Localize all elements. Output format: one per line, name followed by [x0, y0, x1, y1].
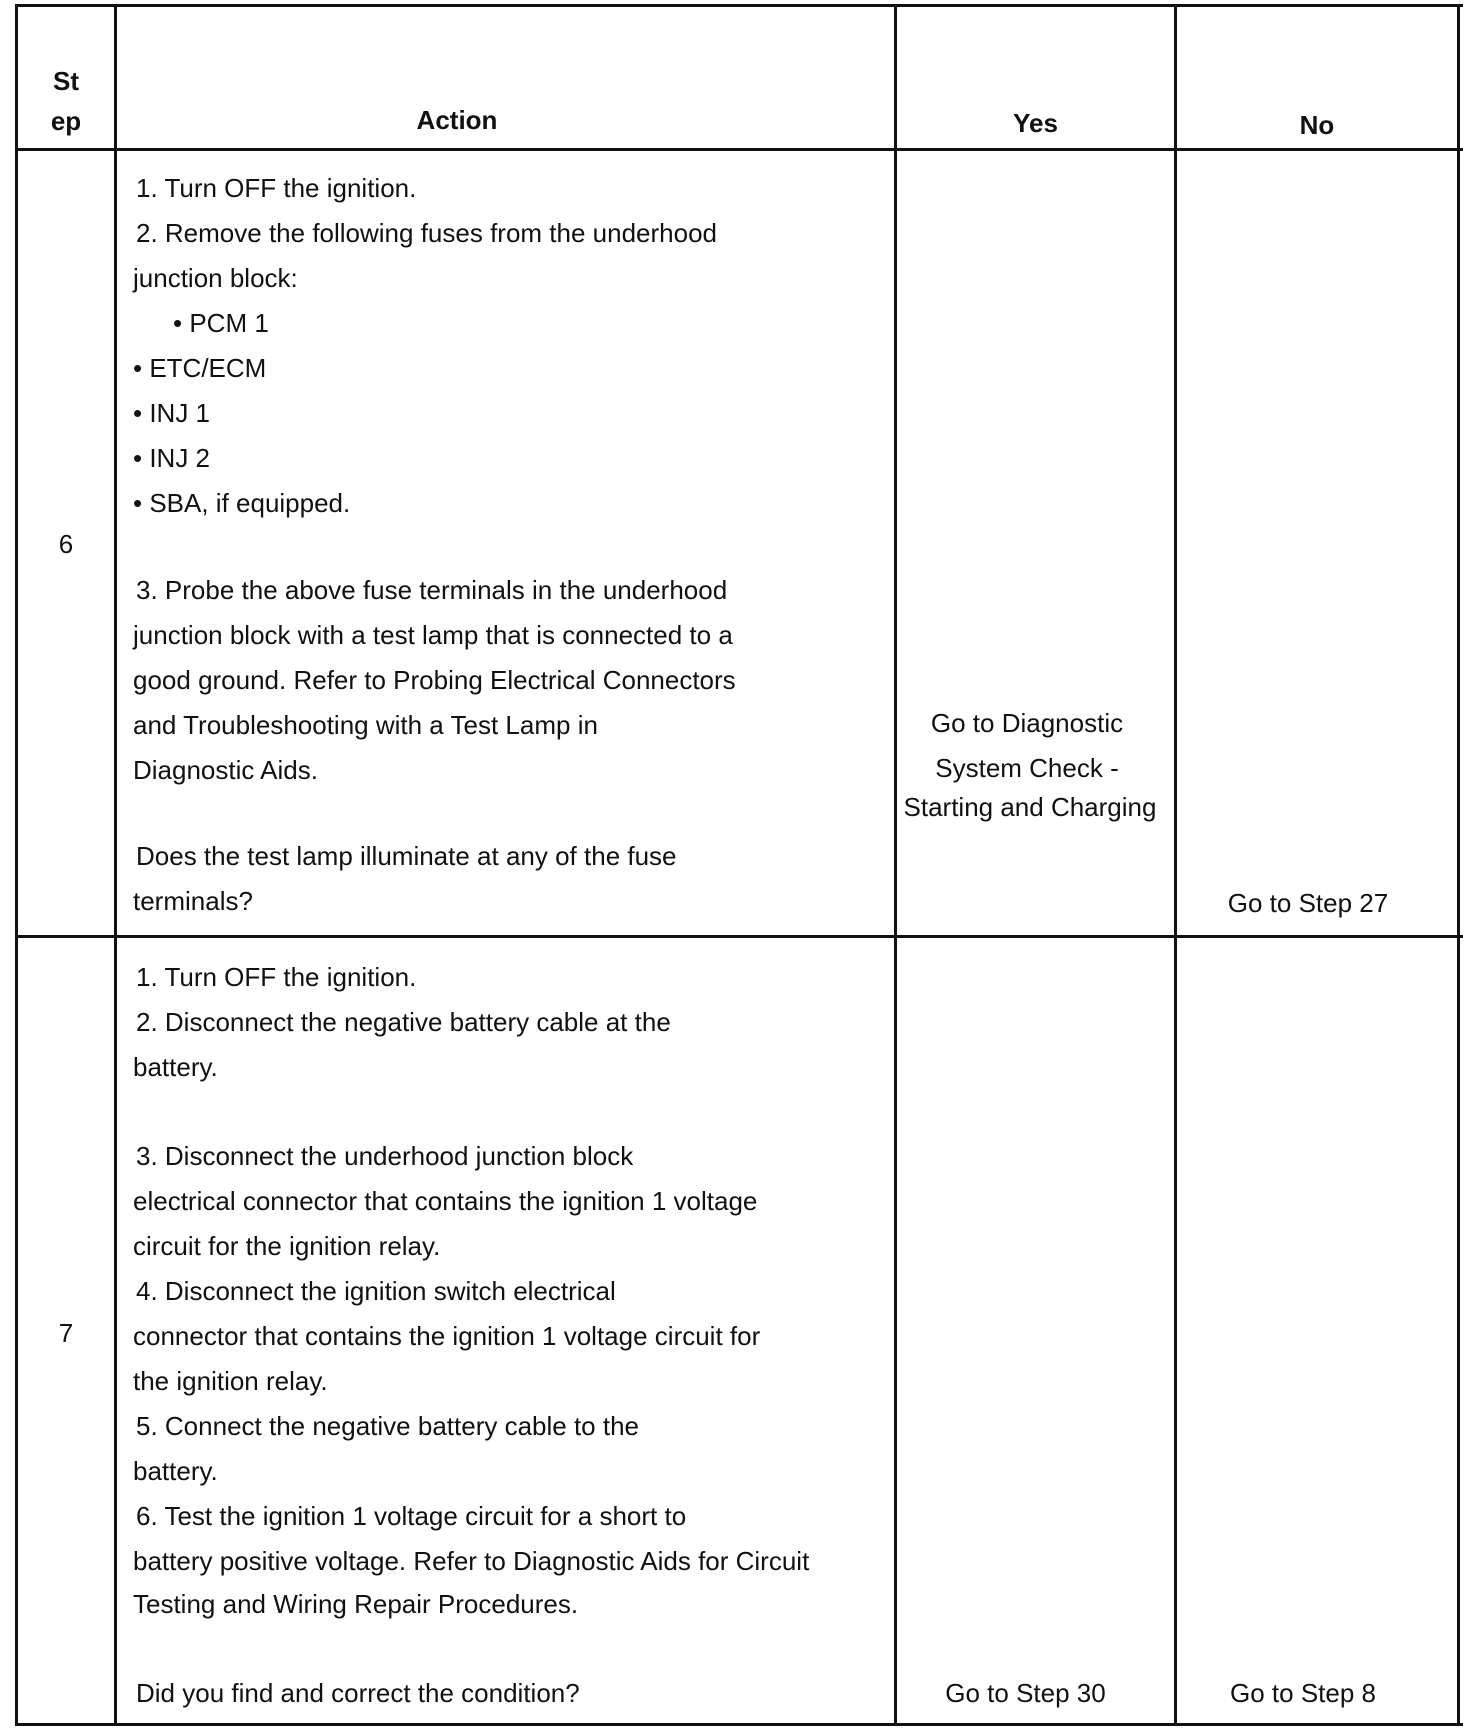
divider-step-action: [114, 4, 117, 1726]
action-line: Does the test lamp illuminate at any of the fuse: [136, 841, 677, 871]
no-cell: Go to Step 27: [1227, 888, 1389, 918]
action-line: battery.: [133, 1456, 218, 1486]
action-line: 3. Disconnect the underhood junction block: [136, 1141, 634, 1171]
action-line: 4. Disconnect the ignition switch electrical: [136, 1276, 616, 1306]
border-header-bottom: [15, 148, 1463, 151]
action-line: • PCM 1: [173, 308, 269, 338]
divider-action-yes: [894, 4, 897, 1726]
header-no: No: [1299, 110, 1335, 140]
step-number: 6: [58, 529, 74, 559]
action-line: the ignition relay.: [133, 1366, 328, 1396]
yes-line: Starting and Charging: [903, 792, 1157, 822]
header-step-line2: ep: [50, 106, 82, 136]
border-right: [1457, 4, 1460, 1726]
action-line: • INJ 1: [133, 398, 211, 428]
action-line: electrical connector that contains the ignition 1 voltage: [133, 1186, 758, 1216]
yes-line: System Check -: [935, 753, 1119, 783]
no-cell: Go to Step 8: [1230, 1678, 1376, 1708]
action-line: 3. Probe the above fuse terminals in the underhood: [136, 575, 728, 605]
action-line: battery.: [133, 1052, 218, 1082]
action-line: connector that contains the ignition 1 voltage circuit for: [133, 1321, 761, 1351]
action-line: circuit for the ignition relay.: [133, 1231, 441, 1261]
action-line: junction block:: [133, 263, 298, 293]
action-line: battery positive voltage. Refer to Diagnostic Aids for Circuit: [133, 1546, 810, 1576]
action-line: and Troubleshooting with a Test Lamp in: [133, 710, 598, 740]
action-line: Testing and Wiring Repair Procedures.: [133, 1589, 579, 1619]
action-line: 1. Turn OFF the ignition.: [136, 173, 417, 203]
action-line: 1. Turn OFF the ignition.: [136, 962, 417, 992]
action-line: 6. Test the ignition 1 voltage circuit for a short to: [136, 1501, 687, 1531]
header-step-line1: St: [53, 66, 79, 96]
border-top: [15, 4, 1463, 7]
border-row6-bottom: [15, 935, 1463, 938]
action-line: 2. Remove the following fuses from the underhood: [136, 218, 718, 248]
action-line: terminals?: [133, 886, 253, 916]
yes-cell: Go to Step 30: [945, 1678, 1106, 1708]
action-line: junction block with a test lamp that is connected to a: [133, 620, 733, 650]
action-line: Did you find and correct the condition?: [136, 1678, 580, 1708]
action-line: 5. Connect the negative battery cable to the: [136, 1411, 640, 1441]
action-line: Diagnostic Aids.: [133, 755, 318, 785]
border-left: [15, 4, 18, 1726]
action-line: • SBA, if equipped.: [133, 488, 351, 518]
action-line: good ground. Refer to Probing Electrical Connectors: [133, 665, 736, 695]
border-bottom: [15, 1723, 1463, 1726]
header-yes: Yes: [1013, 108, 1058, 138]
action-line: 2. Disconnect the negative battery cable at the: [136, 1007, 671, 1037]
divider-yes-no: [1174, 4, 1177, 1726]
header-action: Action: [416, 105, 498, 135]
action-line: • INJ 2: [133, 443, 211, 473]
yes-line: Go to Diagnostic: [930, 708, 1124, 738]
step-number: 7: [58, 1318, 74, 1348]
action-line: • ETC/ECM: [133, 353, 267, 383]
